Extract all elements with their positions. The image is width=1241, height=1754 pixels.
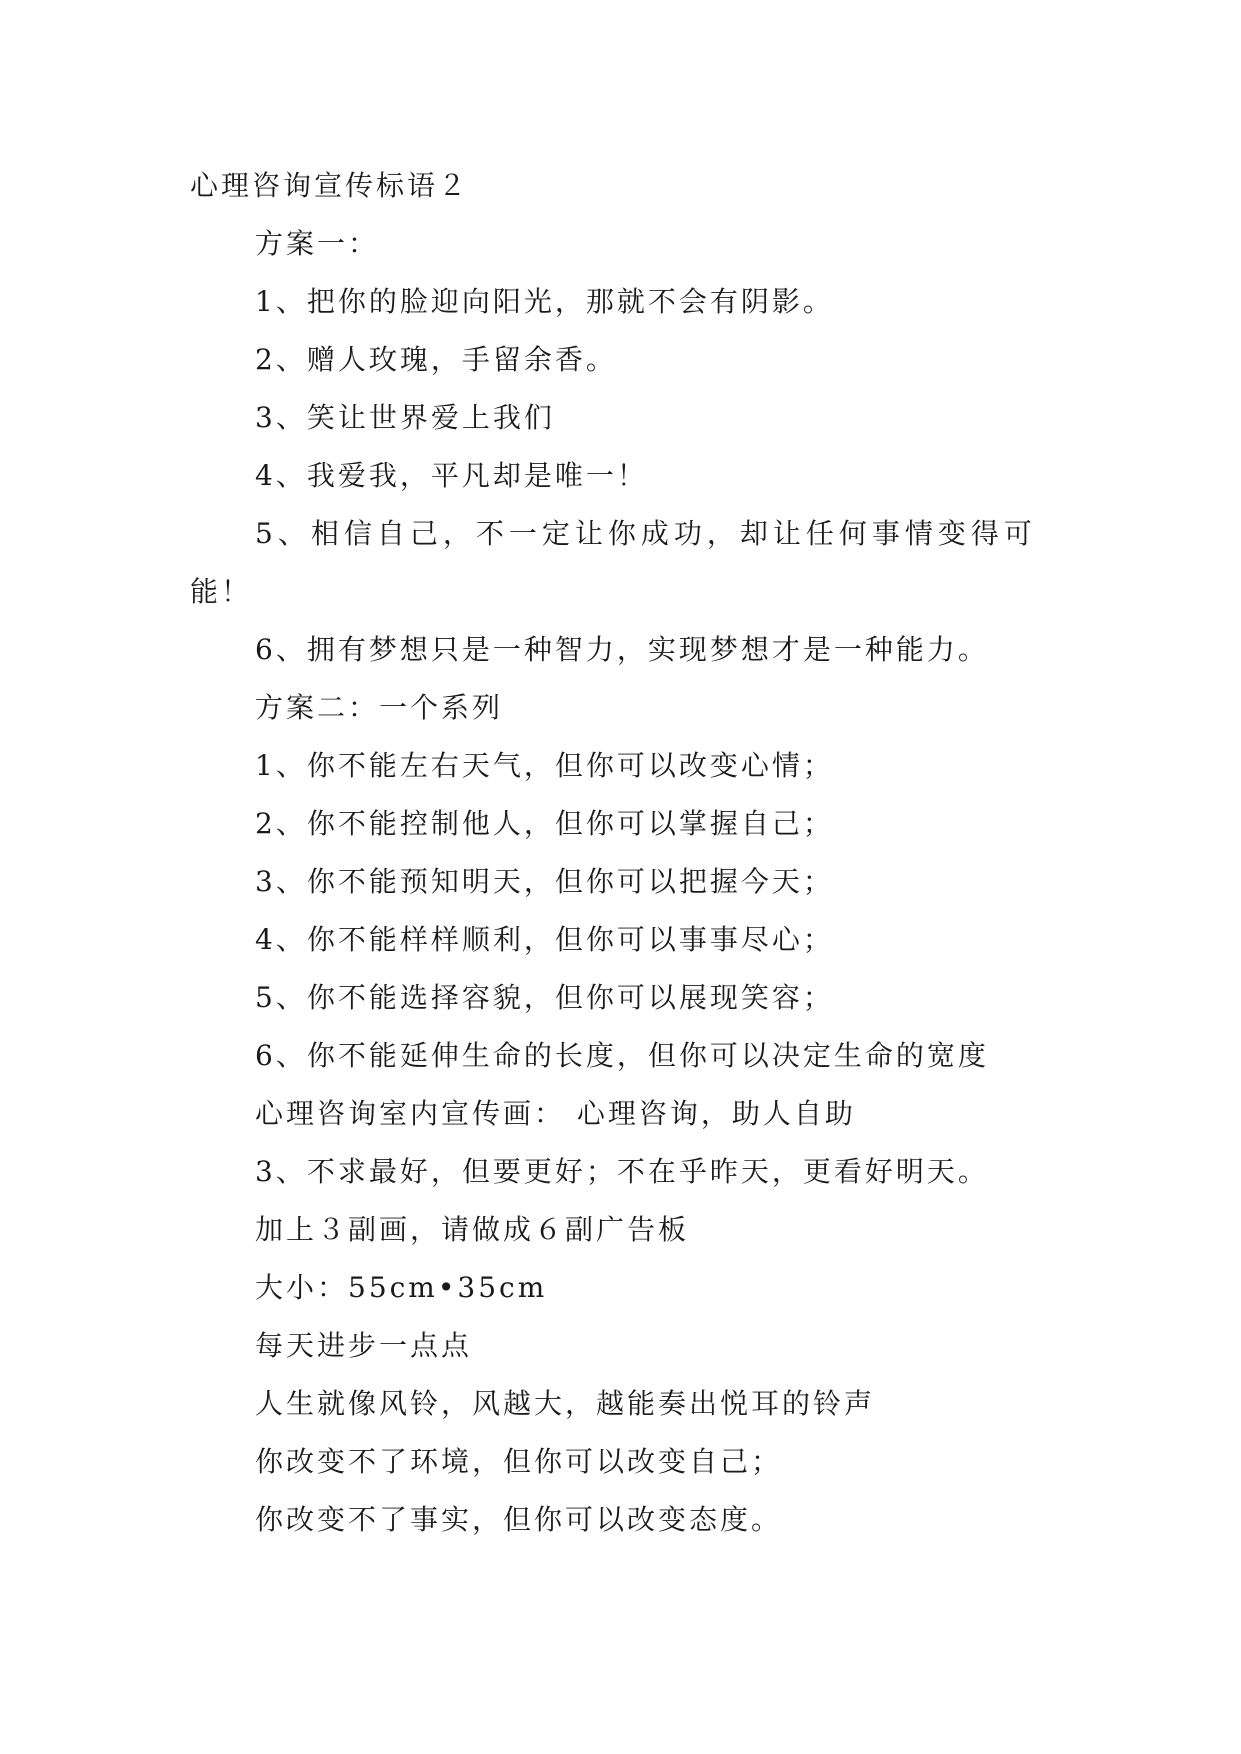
slogan-line: 每天进步一点点 [255, 1329, 473, 1362]
slogan-line: 3、笑让世界爱上我们 [255, 401, 555, 434]
slogan-line: 5、你不能选择容貌，但你可以展现笑容； [255, 981, 834, 1014]
section-heading-plan-one: 方案一： [255, 227, 380, 260]
slogan-line: 4、我爱我，平凡却是唯一！ [255, 459, 648, 492]
slogan-line: 3、不求最好，但要更好；不在乎昨天，更看好明天。 [255, 1155, 989, 1188]
document-title: 心理咨询宣传标语２ [190, 169, 470, 202]
slogan-line: 5、相信自己，不一定让你成功，却让任何事情变得可 [255, 517, 1037, 550]
slogan-line: 6、拥有梦想只是一种智力，实现梦想才是一种能力。 [255, 633, 989, 666]
section-heading-counseling-room: 心理咨询室内宣传画： 心理咨询，助人自助 [255, 1097, 856, 1130]
size-note: 大小：55cm•35cm [255, 1271, 548, 1304]
slogan-line: 1、你不能左右天气，但你可以改变心情； [255, 749, 834, 782]
slogan-line: 4、你不能样样顺利，但你可以事事尽心； [255, 923, 834, 956]
section-heading-plan-two: 方案二：一个系列 [255, 691, 504, 724]
note-line: 加上３副画，请做成６副广告板 [255, 1213, 690, 1246]
slogan-line: 人生就像风铃，风越大，越能奏出悦耳的铃声 [255, 1387, 876, 1420]
slogan-line: 你改变不了事实，但你可以改变态度。 [255, 1503, 783, 1536]
slogan-line: 1、把你的脸迎向阳光，那就不会有阴影。 [255, 285, 834, 318]
slogan-line: 你改变不了环境，但你可以改变自己； [255, 1445, 783, 1478]
slogan-line: 2、赠人玫瑰，手留余香。 [255, 343, 617, 376]
slogan-line: 2、你不能控制他人，但你可以掌握自己； [255, 807, 834, 840]
slogan-line-continuation: 能！ [190, 575, 253, 608]
slogan-line: 6、你不能延伸生命的长度，但你可以决定生命的宽度 [255, 1039, 989, 1072]
slogan-line: 3、你不能预知明天，但你可以把握今天； [255, 865, 834, 898]
